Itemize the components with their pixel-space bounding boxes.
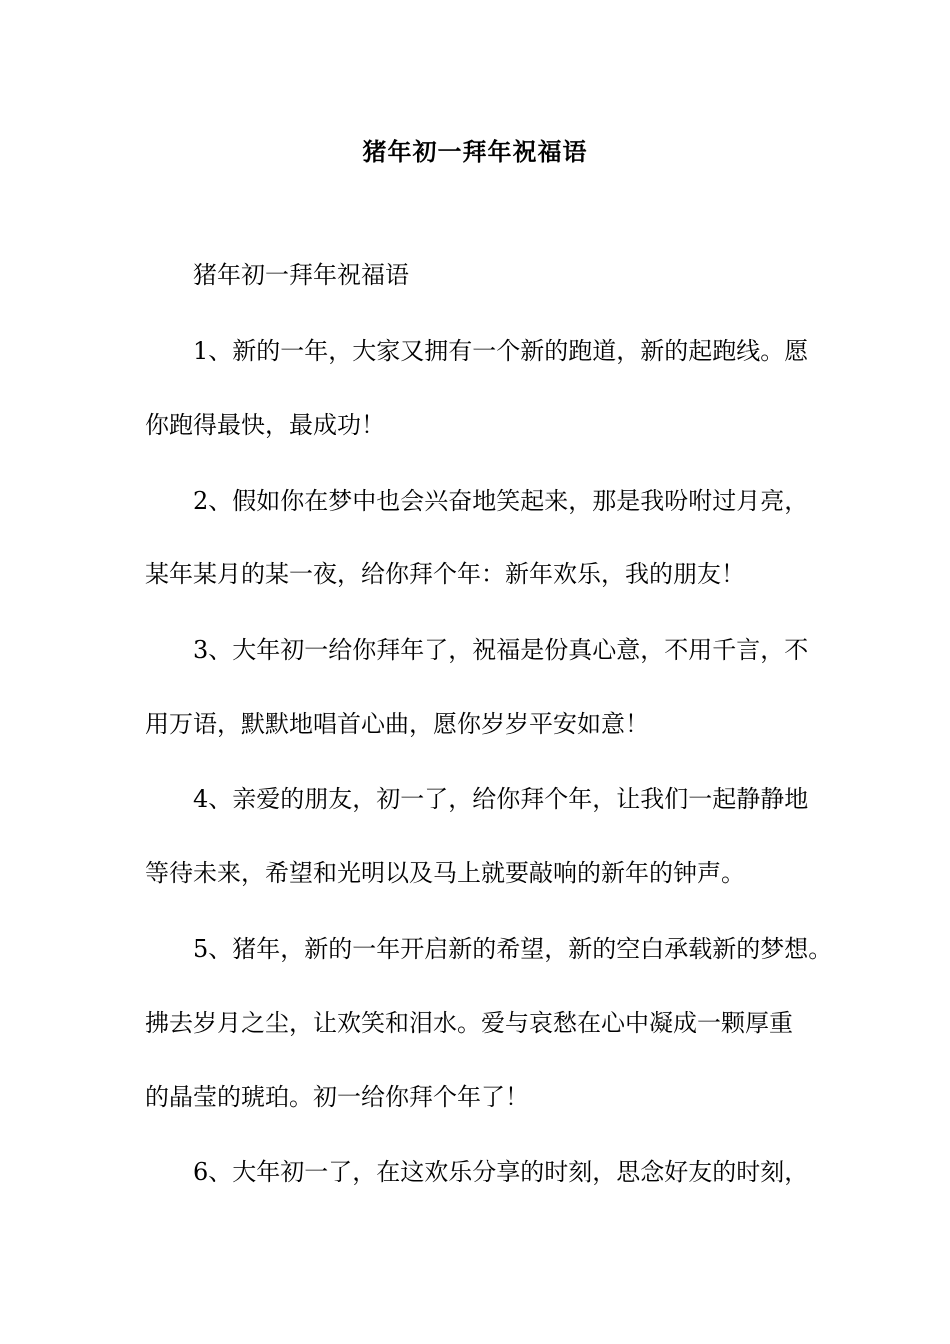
paragraph-3-line-1: 3、大年初一给你拜年了，祝福是份真心意，不用千言，不 — [193, 636, 809, 664]
paragraph-5-line-3: 的晶莹的琥珀。初一给你拜个年了！ — [145, 1083, 529, 1111]
paragraph-1-line-1: 1、新的一年，大家又拥有一个新的跑道，新的起跑线。愿 — [193, 337, 809, 365]
paragraph-4-line-2: 等待未来，希望和光明以及马上就要敲响的新年的钟声。 — [145, 859, 745, 887]
paragraph-5-line-2: 拂去岁月之尘，让欢笑和泪水。爱与哀愁在心中凝成一颗厚重 — [145, 1009, 793, 1037]
document-title: 猪年初一拜年祝福语 — [362, 137, 588, 166]
paragraph-1-line-2: 你跑得最快，最成功！ — [145, 411, 385, 439]
paragraph-2-line-1: 2、假如你在梦中也会兴奋地笑起来，那是我吩咐过月亮， — [193, 487, 809, 515]
paragraph-5-line-1: 5、猪年，新的一年开启新的希望，新的空白承载新的梦想。 — [193, 935, 833, 963]
subtitle-line: 猪年初一拜年祝福语 — [193, 261, 409, 289]
paragraph-4-line-1: 4、亲爱的朋友，初一了，给你拜个年，让我们一起静静地 — [193, 785, 809, 813]
paragraph-6-line-1: 6、大年初一了，在这欢乐分享的时刻，思念好友的时刻， — [193, 1158, 809, 1186]
paragraph-2-line-2: 某年某月的某一夜，给你拜个年：新年欢乐，我的朋友！ — [145, 560, 745, 588]
paragraph-3-line-2: 用万语，默默地唱首心曲，愿你岁岁平安如意！ — [145, 710, 649, 738]
